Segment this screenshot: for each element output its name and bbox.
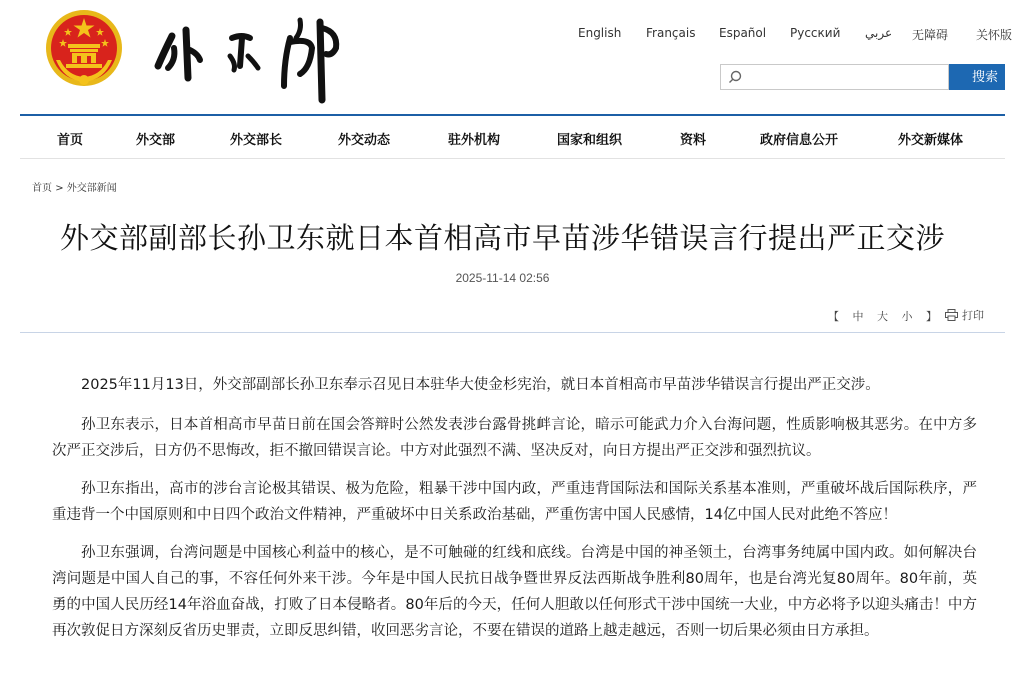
breadcrumb-section[interactable]: 外交部新闻 bbox=[66, 183, 117, 194]
lang-link-russian[interactable]: Русский bbox=[790, 26, 841, 40]
elder-care-link[interactable]: 关怀版 bbox=[976, 28, 1012, 42]
article-body bbox=[52, 372, 977, 656]
search-icon bbox=[727, 69, 743, 85]
article-paragraph-2: 孙卫东表示，日本首相高市早苗日前在国会答辩时公然发表涉台露骨挑衅言论，暗示可能武力介入台海问题，性质影响极其恶劣。在中方多次严正交涉后，日方仍不思悔改，拒不撤回错误言论。中方对此强烈不满、坚决反对，向日方提出严正交涉和强烈抗议。 bbox=[52, 417, 977, 459]
main-nav bbox=[0, 116, 1005, 158]
print-label: 打印 bbox=[962, 309, 984, 322]
font-size-large[interactable]: 中 bbox=[852, 310, 864, 323]
breadcrumb bbox=[32, 179, 117, 194]
national-emblem bbox=[44, 8, 124, 90]
nav-item-resources[interactable]: 资料 bbox=[680, 133, 707, 148]
publish-timestamp: 2025-11-14 02:56 bbox=[455, 271, 550, 285]
nav-divider bbox=[20, 158, 1005, 159]
nav-item-diplomatic-news[interactable]: 外交动态 bbox=[338, 133, 391, 148]
breadcrumb-home[interactable]: 首页 bbox=[32, 183, 52, 194]
breadcrumb-separator: > bbox=[55, 183, 64, 194]
lang-link-english[interactable]: English bbox=[578, 26, 622, 40]
search-button[interactable]: 搜索 bbox=[949, 64, 1005, 90]
nav-item-new-media[interactable]: 外交新媒体 bbox=[898, 133, 964, 148]
article-paragraph-3: 孙卫东指出，高市的涉台言论极其错误、极为危险，粗暴干涉中国内政，严重违背国际法和国际关系基本准则，严重破坏战后国际秩序，严重违背一个中国原则和中日四个政治文件精神，严重破坏中日关系政治基础，严重伤害中国人民感情，14亿中国人民对此绝不答应！ bbox=[52, 481, 977, 523]
size-bracket-open: 【 bbox=[828, 310, 839, 323]
article-paragraph-4: 孙卫东强调，台湾问题是中国核心利益中的核心，是不可触碰的红线和底线。台湾是中国的神圣领土，台湾事务纯属中国内政。如何解决台湾问题是中国人自己的事，不容任何外来干涉。今年是中国人民抗日战争暨世界反法西斯战争胜利80周年，也是台湾光复80周年。80年前，英勇的中国人民历经14年浴血奋战，打败了日本侵略者。80年后的今天，任何人胆敢以任何形式干涉中国统一大业，中方必将予以迎头痛击！中方再次敦促日方深刻反省历史罪责，立即反思纠错，收回恶劣言论，不要在错误的道路上越走越远，否则一切后果必须由日方承担。 bbox=[52, 545, 977, 639]
lang-link-spanish[interactable]: Español bbox=[719, 26, 767, 40]
lang-link-french[interactable]: Français bbox=[646, 26, 696, 40]
content-divider bbox=[20, 332, 1005, 333]
nav-item-minister[interactable]: 外交部长 bbox=[230, 133, 283, 148]
font-size-medium[interactable]: 大 bbox=[877, 310, 888, 323]
accessibility-link[interactable]: 无障碍 bbox=[912, 28, 949, 42]
lang-link-arabic[interactable]: عربي bbox=[865, 26, 893, 40]
nav-item-gov-info[interactable]: 政府信息公开 bbox=[760, 133, 839, 148]
search-input[interactable] bbox=[720, 64, 949, 90]
size-bracket-close: 】 bbox=[926, 310, 937, 323]
ministry-calligraphy-logo bbox=[150, 8, 350, 104]
printer-icon bbox=[945, 309, 958, 321]
language-bar bbox=[560, 26, 1012, 44]
nav-item-countries[interactable]: 国家和组织 bbox=[557, 133, 623, 148]
font-size-small[interactable]: 小 bbox=[901, 310, 913, 323]
font-size-controls bbox=[828, 308, 947, 324]
print-button[interactable] bbox=[945, 307, 984, 323]
nav-item-ministry[interactable]: 外交部 bbox=[136, 133, 176, 148]
page-title: 外交部副部长孙卫东就日本首相高市早苗涉华错误言行提出严正交涉 bbox=[59, 221, 945, 255]
article-paragraph-1: 2025年11月13日，外交部副部长孙卫东奉示召见日本驻华大使金杉宪治，就日本首相高市早苗涉华错误言行提出严正交涉。 bbox=[81, 377, 880, 393]
nav-item-home[interactable]: 首页 bbox=[57, 133, 84, 148]
nav-item-missions[interactable]: 驻外机构 bbox=[448, 133, 501, 148]
